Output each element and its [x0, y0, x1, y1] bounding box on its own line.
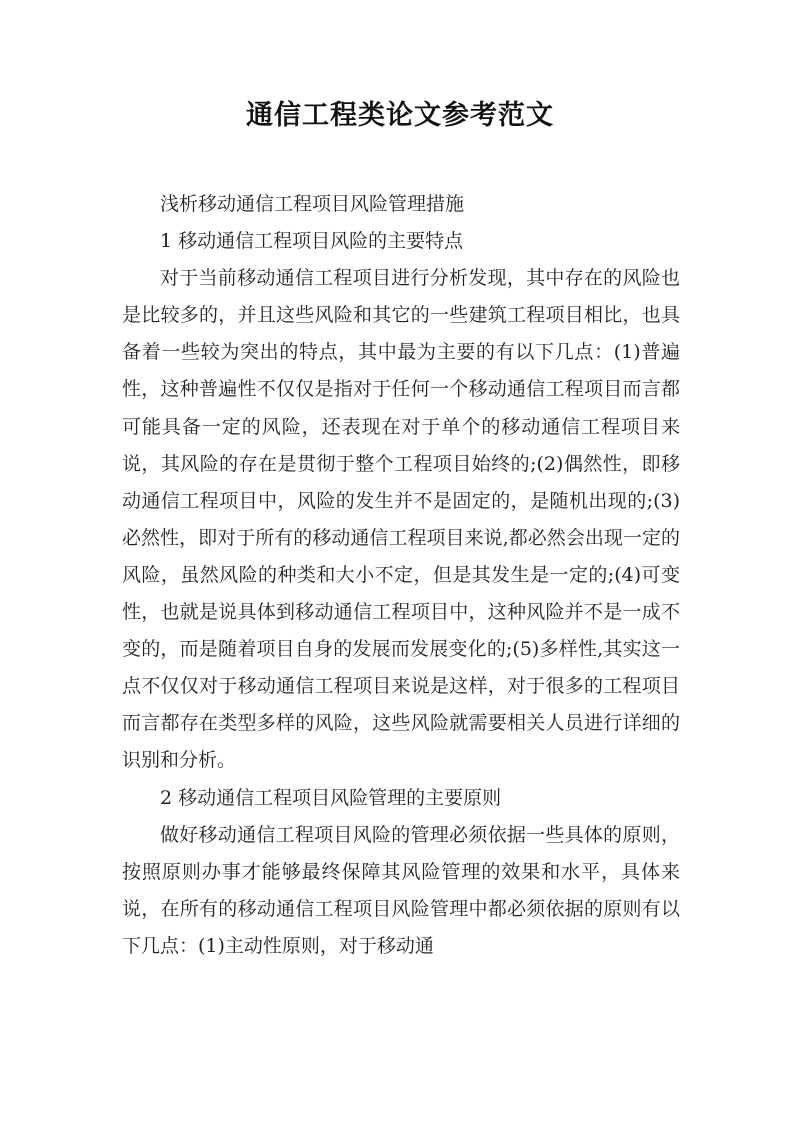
- body-paragraph-1: 对于当前移动通信工程项目进行分析发现，其中存在的风险也是比较多的，并且这些风险和其它的一些建筑工程项目相比，也具备着一些较为突出的特点，其中最为主要的有以下几点：(1)普遍性，这种普遍性不仅仅是指对于任何一个移动通信工程项目而言都可能具备一定的风险，还表现在对于单个的移动通信工程项目来说，其风险的存在是贯彻于整个工程项目始终的;(2)偶然性，即移动通信工程项目中，风险的发生并不是固定的，是随机出现的;(3)必然性，即对于所有的移动通信工程项目来说,都必然会出现一定的风险，虽然风险的种类和大小不定，但是其发生是一定的;(4)可变性，也就是说具体到移动通信工程项目中，这种风险并不是一成不变的，而是随着项目自身的发展而发展变化的;(5)多样性,其实这一点不仅仅对于移动通信工程项目来说是这样，对于很多的工程项目而言都存在类型多样的风险，这些风险就需要相关人员进行详细的识别和分析。: [122, 267, 680, 772]
- article-subtitle: 浅析移动通信工程项目风险管理措施: [160, 193, 465, 215]
- section-heading-1: 1 移动通信工程项目风险的主要特点: [160, 230, 464, 253]
- document-title: 通信工程类论文参考范文: [246, 100, 554, 131]
- body-paragraph-2: 做好移动通信工程项目风险的管理必须依据一些具体的原则，按照原则办事才能够最终保障其风险管理的效果和水平，具体来说，在所有的移动通信工程项目风险管理中都必须依据的原则有以下几点：(1)主动性原则，对于移动通: [122, 823, 680, 957]
- document-body: [122, 186, 680, 965]
- section-heading-2: 2 移动通信工程项目风险管理的主要原则: [160, 786, 502, 809]
